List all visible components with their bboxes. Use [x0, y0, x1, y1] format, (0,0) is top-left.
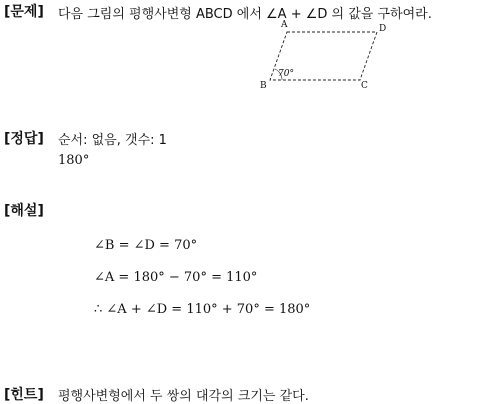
vertex-a-label: A — [281, 20, 288, 30]
vertex-c-label: C — [361, 81, 368, 91]
answer-value: 180° — [58, 153, 90, 168]
answer-line-1: 순서: 없음, 갯수: 1 — [58, 133, 167, 148]
solution-line-3: ∴ ∠A + ∠D = 110° + 70° = 180° — [94, 302, 311, 317]
problem-label: [문제] — [4, 4, 44, 20]
vertex-d-label: D — [379, 24, 387, 34]
angle-b-label: 70° — [278, 69, 294, 79]
hint-text: 평행사변형에서 두 쌍의 대각의 크기는 같다. — [58, 389, 309, 404]
answer-label: [정답] — [4, 131, 44, 147]
vertex-b-label: B — [260, 81, 267, 91]
solution-line-1: ∠B = ∠D = 70° — [94, 238, 198, 253]
parallelogram-figure — [255, 18, 395, 94]
problem-text: 다음 그림의 평행사변형 ABCD 에서 ∠A + ∠D 의 값을 구하여라. — [58, 7, 432, 22]
hint-label: [힌트] — [4, 387, 44, 403]
solution-label: [해설] — [4, 203, 44, 219]
solution-line-2: ∠A = 180° − 70° = 110° — [94, 270, 258, 285]
